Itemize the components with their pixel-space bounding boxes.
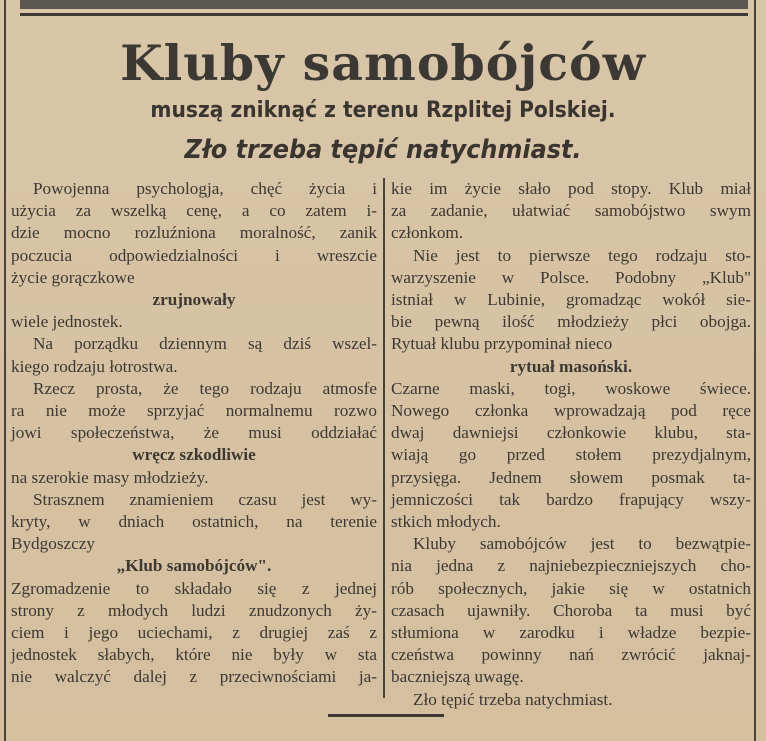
text-line: jemniczości tak bardzo frapujący wszy- <box>391 489 751 509</box>
text-line: jednostek słabych, które nie były w sta <box>11 645 377 665</box>
text-line: na szerokie masy młodzieży. <box>11 467 209 487</box>
article-headline: Kluby samobójców <box>120 34 646 92</box>
text-line: wiają go przed stołem prezydjalnym, <box>391 445 751 465</box>
text-line: dwaj dawniejsi członkowie klubu, sta- <box>391 423 751 443</box>
right-column-rule <box>754 0 756 741</box>
end-of-article-rule <box>328 714 444 717</box>
text-line: istniał w Lubinie, gromadząc wokół sie- <box>391 290 751 310</box>
text-line: Rzecz prosta, że tego rodzaju atmosfe <box>33 378 377 398</box>
text-line: kryty, w dniach ostatnich, na terenie <box>11 512 377 532</box>
text-line: czasach ujawniły. Choroba ta musi być <box>391 600 751 620</box>
text-line: Na porządku dziennym są dziś wszel- <box>33 334 377 354</box>
text-line: Zgromadzenie to składało się z jednej <box>11 578 377 598</box>
top-border-band <box>20 0 748 9</box>
emphasized-line: wręcz szkodliwie <box>132 445 256 465</box>
text-line: jowi społeczeństwa, że musi oddziałać <box>11 423 377 443</box>
text-line: dzie mocno rozluźniona moralność, zanik <box>11 223 377 243</box>
text-line: ra nie może sprzyjać normalnemu rozwo <box>11 401 377 421</box>
text-line: Strasznem znamieniem czasu jest wy- <box>33 489 377 509</box>
text-line: wiele jednostek. <box>11 312 123 332</box>
text-line: stłumiona w zarodku i władze bezpie- <box>391 623 751 643</box>
text-line: za zadanie, ułatwiać samobójstwo swym <box>391 201 751 221</box>
text-line: stkich młodych. <box>391 512 501 532</box>
text-line: użycia za wszelką cenę, a co zatem i- <box>11 201 377 221</box>
article-kicker: Zło trzeba tępić natychmiast. <box>184 135 582 165</box>
text-line: czeństwa powinny nań zwrócić jaknaj- <box>391 645 751 665</box>
text-line: strony z młodych ludzi znudzonych ży- <box>11 600 377 620</box>
text-line: ciem i jego uciechami, z drugiej zaś z <box>11 623 377 643</box>
text-line: rób społecznych, jakie się w ostatnich <box>391 578 751 598</box>
text-line: baczniejszą uwagę. <box>391 667 524 687</box>
text-line: Bydgoszczy <box>11 534 96 554</box>
text-line: bie pewną ilość młodzieży płci obojga. <box>391 312 751 332</box>
text-line: Kluby samobójców jest to bezwątpie- <box>413 534 751 554</box>
text-line: nie walczyć dalej z przeciwnościami ja- <box>11 667 377 687</box>
text-line: poczucia odpowiedzialności i wreszcie <box>11 245 377 265</box>
text-line: Powojenna psychologja, chęć życia i <box>33 179 377 198</box>
text-line: Nie jest to pierwsze tego rodzaju sto- <box>413 245 751 265</box>
article-subhead: muszą zniknąć z terenu Rzplitej Polskiej. <box>150 98 616 123</box>
text-line: przysięga. Jednem słowem posmak ta- <box>391 467 751 487</box>
emphasized-line: „Klub samobójców". <box>116 556 272 576</box>
text-line: kiego rodzaju łotrostwa. <box>11 356 178 376</box>
text-line: Nowego członka wprowadzają pod ręce <box>391 401 751 421</box>
text-line: Zło tępić trzeba natychmiast. <box>413 689 613 709</box>
column-divider <box>383 178 385 698</box>
emphasized-line: zrujnowały <box>152 290 236 310</box>
text-line: kie im życie słało pod stopy. Klub miał <box>391 179 751 198</box>
text-line: Rytuał klubu przypominał nieco <box>391 334 613 354</box>
text-line: życie gorączkowe <box>11 267 135 287</box>
text-line: członkom. <box>391 223 464 243</box>
left-column-rule <box>4 0 6 741</box>
article-column-left <box>11 178 377 689</box>
emphasized-line: rytuał masoński. <box>509 356 633 376</box>
article-column-right <box>391 178 751 711</box>
text-line: Czarne maski, togi, woskowe świece. <box>391 378 751 398</box>
top-rule <box>20 13 748 16</box>
text-line: nia jedna z najniebezpieczniejszych cho- <box>391 556 751 576</box>
text-line: warzyszenie w Polsce. Podobny „Klub" <box>391 267 751 287</box>
